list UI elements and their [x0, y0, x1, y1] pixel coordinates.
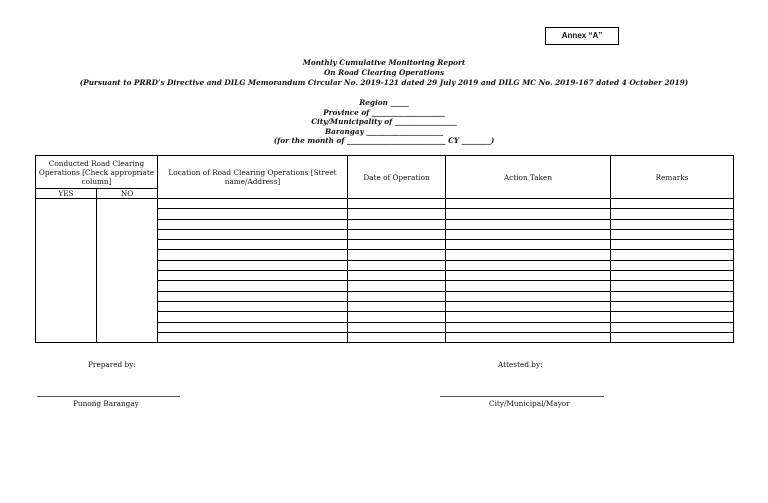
location-cell[interactable]	[158, 260, 348, 270]
attested-by-label: Attested by:	[498, 360, 543, 369]
location-cell[interactable]	[158, 312, 348, 322]
remarks-header: Remarks	[611, 156, 734, 199]
action-cell[interactable]	[446, 332, 611, 342]
date-cell[interactable]	[348, 271, 446, 281]
city-field: City/Municipality of _________________	[311, 117, 457, 126]
report-subtitle: On Road Clearing Operations	[323, 68, 445, 77]
date-header: Date of Operation	[348, 156, 446, 199]
location-cell[interactable]	[158, 199, 348, 209]
action-cell[interactable]	[446, 199, 611, 209]
date-cell[interactable]	[348, 209, 446, 219]
date-cell[interactable]	[348, 322, 446, 332]
location-cell[interactable]	[158, 240, 348, 250]
date-cell[interactable]	[348, 240, 446, 250]
month-field: (for the month of ___________________________ CY ________)	[273, 136, 495, 145]
action-cell[interactable]	[446, 281, 611, 291]
date-cell[interactable]	[348, 199, 446, 209]
remarks-cell[interactable]	[611, 332, 734, 342]
remarks-cell[interactable]	[611, 260, 734, 270]
remarks-cell[interactable]	[611, 229, 734, 239]
annex-label: Annex “A”	[545, 27, 619, 45]
region-field: Region _____	[359, 98, 409, 107]
date-cell[interactable]	[348, 281, 446, 291]
pursuant-note: (Pursuant to PRRD’s Directive and DILG Memorandum Circular No. 2019-121 dated 29 July 2019 and DILG MC No. 2019-167 dated 4 October 2019)	[79, 78, 689, 87]
date-cell[interactable]	[348, 250, 446, 260]
table-row	[36, 199, 734, 209]
remarks-cell[interactable]	[611, 209, 734, 219]
location-cell[interactable]	[158, 332, 348, 342]
report-table	[35, 155, 734, 343]
action-cell[interactable]	[446, 301, 611, 311]
barangay-field: Barangay _____________________	[324, 126, 443, 136]
remarks-cell[interactable]	[611, 271, 734, 281]
action-cell[interactable]	[446, 209, 611, 219]
action-cell[interactable]	[446, 322, 611, 332]
action-cell[interactable]	[446, 240, 611, 250]
date-cell[interactable]	[348, 260, 446, 270]
action-cell[interactable]	[446, 271, 611, 281]
yes-header: YES	[36, 189, 97, 199]
action-cell[interactable]	[446, 312, 611, 322]
location-cell[interactable]	[158, 219, 348, 229]
remarks-cell[interactable]	[611, 240, 734, 250]
location-cell[interactable]	[158, 209, 348, 219]
location-cell[interactable]	[158, 281, 348, 291]
action-header: Action Taken	[446, 156, 611, 199]
date-cell[interactable]	[348, 219, 446, 229]
remarks-cell[interactable]	[611, 250, 734, 260]
location-cell[interactable]	[158, 250, 348, 260]
prepared-signature-line	[37, 396, 180, 397]
date-cell[interactable]	[348, 301, 446, 311]
remarks-cell[interactable]	[611, 301, 734, 311]
action-cell[interactable]	[446, 219, 611, 229]
action-cell[interactable]	[446, 291, 611, 301]
action-cell[interactable]	[446, 229, 611, 239]
yes-cell[interactable]	[36, 199, 97, 343]
location-cell[interactable]	[158, 229, 348, 239]
location-cell[interactable]	[158, 291, 348, 301]
remarks-cell[interactable]	[611, 312, 734, 322]
remarks-cell[interactable]	[611, 322, 734, 332]
punong-barangay-label: Punong Barangay	[73, 399, 139, 408]
remarks-cell[interactable]	[611, 291, 734, 301]
remarks-cell[interactable]	[611, 219, 734, 229]
remarks-cell[interactable]	[611, 199, 734, 209]
date-cell[interactable]	[348, 291, 446, 301]
location-cell[interactable]	[158, 301, 348, 311]
date-cell[interactable]	[348, 332, 446, 342]
date-cell[interactable]	[348, 312, 446, 322]
location-cell[interactable]	[158, 271, 348, 281]
date-cell[interactable]	[348, 229, 446, 239]
remarks-cell[interactable]	[611, 281, 734, 291]
action-cell[interactable]	[446, 260, 611, 270]
no-header: NO	[97, 189, 158, 199]
attested-signature-line	[440, 396, 604, 397]
action-cell[interactable]	[446, 250, 611, 260]
report-title: Monthly Cumulative Monitoring Report	[302, 58, 466, 67]
location-header: Location of Road Clearing Operations [Street name/Address]	[158, 156, 348, 199]
location-cell[interactable]	[158, 322, 348, 332]
mayor-label: City/Municipal/Mayor	[489, 399, 570, 408]
conducted-header: Conducted Road Clearing Operations [Check appropriate column]	[36, 156, 158, 189]
no-cell[interactable]	[97, 199, 158, 343]
province-field: Province of ____________________	[323, 107, 445, 117]
prepared-by-label: Prepared by:	[88, 360, 136, 369]
